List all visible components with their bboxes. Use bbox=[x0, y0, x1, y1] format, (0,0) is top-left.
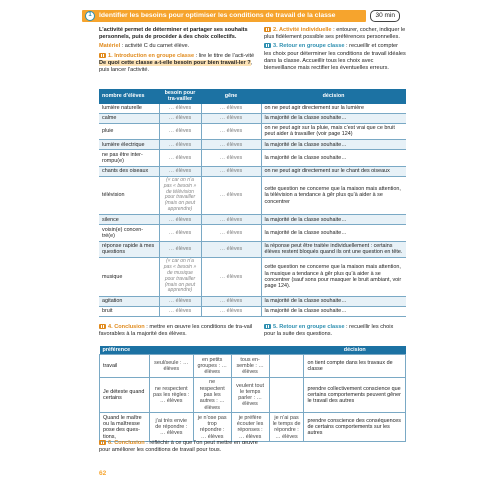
activity-number-badge: 1 bbox=[85, 11, 95, 21]
decision-cell: la majorité de la classe souhaite… bbox=[261, 150, 406, 166]
row-label: agitation bbox=[99, 296, 159, 306]
votes-table-header bbox=[99, 89, 406, 104]
decision-cell: la majorité de la classe souhaite… bbox=[261, 306, 406, 316]
row-label: chants des oiseaux bbox=[99, 166, 159, 176]
document-icon bbox=[264, 27, 271, 32]
table-row bbox=[99, 150, 406, 166]
table-row bbox=[100, 413, 406, 442]
step4-text: : mettre en œuvre les conditions de tra-vail favorables à la majorité des élèves. bbox=[99, 324, 253, 338]
activity-header bbox=[82, 9, 400, 23]
gene-cell: … élèves bbox=[201, 296, 261, 306]
step4-block bbox=[99, 324, 259, 340]
table-row bbox=[100, 355, 406, 378]
step5-label: 5. Retour en groupe classe bbox=[273, 324, 345, 330]
choice-cell: seul/seule : … élèves bbox=[149, 355, 193, 378]
step5-paragraph bbox=[264, 324, 406, 338]
besoin-cell: … élèves bbox=[159, 215, 201, 225]
step4-label: 4. Conclusion bbox=[108, 324, 145, 330]
table-row bbox=[99, 176, 406, 215]
besoin-cell: … élèves bbox=[159, 241, 201, 257]
step6-paragraph bbox=[99, 440, 259, 454]
besoin-cell: … élèves bbox=[159, 104, 201, 114]
row-label: musique bbox=[99, 258, 159, 297]
row-label: lumière électrique bbox=[99, 140, 159, 150]
step1-end: , puis lancer l’activité. bbox=[99, 59, 253, 74]
besoin-cell: (« car on n’a pas « besoin » de télévision pour travailler (mais on peut apprendre) bbox=[159, 176, 201, 215]
table-row bbox=[99, 215, 406, 225]
step3-text: : recueillir et compter les choix pour déterminer les conditions de travail idéales dans la classe. Accueillir tous les choix avec bienveillance mais rectifier les éventuelles erreurs. bbox=[264, 43, 406, 72]
choice-cell: je n’ai pas le temps de répondre : … élèves bbox=[269, 413, 304, 442]
gene-cell: … élèves bbox=[201, 150, 261, 166]
choice-cell: je préfère écouter les réponses : … élèves bbox=[231, 413, 269, 442]
decision-cell: on tient compte dans les travaux de classe bbox=[304, 355, 406, 378]
intro-text: L’activité permet de déterminer et partager ses souhaits personnels, puis de procéder à des choix collectifs. bbox=[99, 27, 248, 41]
decision-cell: on ne peut agir directement sur le chant des oiseaux bbox=[261, 166, 406, 176]
table-row bbox=[99, 140, 406, 150]
col-header-decision: décision bbox=[304, 346, 406, 355]
decision-cell: la majorité de la classe souhaite… bbox=[261, 113, 406, 123]
choice-cell: j’ai très envie de répondre : … élèves bbox=[149, 413, 193, 442]
step6-block bbox=[99, 440, 259, 456]
decision-cell: la réponse peut être traitée individuellement : certains élèves restent bloqués quand ils ont une question en tête. bbox=[261, 241, 406, 257]
step1-paragraph bbox=[99, 53, 259, 75]
row-label: ne pas être inter-rompu(e) bbox=[99, 150, 159, 166]
material-label: Matériel bbox=[99, 43, 121, 50]
besoin-cell: … élèves bbox=[159, 113, 201, 123]
gene-cell: … élèves bbox=[201, 166, 261, 176]
material-paragraph bbox=[99, 43, 259, 50]
choice-cell: ne respectent pas les règles : … élèves bbox=[149, 377, 193, 412]
material-text: : activité C du carnet élève. bbox=[120, 43, 190, 50]
gene-cell: … élèves bbox=[201, 215, 261, 225]
step6-label: 6. Conclusion bbox=[108, 440, 145, 446]
step3-label: 3. Retour en groupe classe bbox=[273, 43, 345, 50]
step1-label: 1. Introduction en groupe classe bbox=[108, 52, 195, 59]
decision-cell: la majorité de la classe souhaite… bbox=[261, 140, 406, 150]
table-row bbox=[99, 104, 406, 114]
table-row bbox=[100, 377, 406, 412]
choice-cell: tous en-semble : … élèves bbox=[231, 355, 269, 378]
table-row bbox=[99, 225, 406, 241]
gene-cell: … élèves bbox=[201, 306, 261, 316]
document-icon bbox=[264, 43, 271, 48]
preferences-table-header bbox=[100, 346, 406, 355]
choice-cell bbox=[269, 377, 304, 412]
besoin-cell: … élèves bbox=[159, 140, 201, 150]
step2-paragraph bbox=[264, 27, 406, 41]
votes-table bbox=[99, 89, 406, 317]
table-row bbox=[99, 241, 406, 257]
activity-title: Identifier les besoins pour optimiser les conditions de travail de la classe bbox=[99, 11, 336, 19]
row-label: Je déteste quand certains bbox=[100, 377, 150, 412]
step2-label: 2. Activité individuelle bbox=[273, 27, 332, 33]
besoin-cell: … élèves bbox=[159, 225, 201, 241]
step5-block bbox=[264, 324, 406, 340]
besoin-cell: … élèves bbox=[159, 123, 201, 139]
row-label: travail bbox=[100, 355, 150, 378]
table-row bbox=[99, 306, 406, 316]
choice-cell: ne respectent pas les autres : … élèves bbox=[193, 377, 231, 412]
choice-cell: je n’ose pas trop répondre : … élèves bbox=[193, 413, 231, 442]
table-row bbox=[99, 123, 406, 139]
decision-cell: la majorité de la classe souhaite… bbox=[261, 215, 406, 225]
row-label: Quand le maître ou la maîtresse pose des ques-tions, bbox=[100, 413, 150, 442]
decision-cell: on ne peut agir directement sur la lumière bbox=[261, 104, 406, 114]
besoin-cell: … élèves bbox=[159, 296, 201, 306]
gene-cell: … élèves bbox=[201, 258, 261, 297]
document-icon bbox=[99, 324, 106, 329]
left-column bbox=[99, 27, 259, 76]
col-header-gene: gêne bbox=[201, 89, 261, 104]
row-label: pluie bbox=[99, 123, 159, 139]
decision-cell: prendre conscience des conséquences de certains comportements sur les autres bbox=[304, 413, 406, 442]
table-row bbox=[99, 113, 406, 123]
gene-cell: … élèves bbox=[201, 113, 261, 123]
gene-cell: … élèves bbox=[201, 104, 261, 114]
choice-cell bbox=[269, 355, 304, 378]
col-header-besoin: besoin pour tra-vailler bbox=[159, 89, 201, 104]
decision-cell: la majorité de la classe souhaite… bbox=[261, 225, 406, 241]
right-column bbox=[264, 27, 406, 74]
besoin-cell: … élèves bbox=[159, 150, 201, 166]
preferences-table bbox=[99, 346, 406, 442]
row-label: silence bbox=[99, 215, 159, 225]
decision-cell: la majorité de la classe souhaite… bbox=[261, 296, 406, 306]
decision-cell: cette question ne concerne que la maison mais attention, la télévision a tendance à gêr plus qu’à aider à se concentrer bbox=[261, 176, 406, 215]
step4-paragraph bbox=[99, 324, 259, 338]
row-label: voisin(e) concen-tré(e) bbox=[99, 225, 159, 241]
duration-badge: 30 min bbox=[370, 10, 400, 22]
step6-text: : réfléchir à ce que l’on peut mettre en œuvre pour améliorer les conditions de travail pour tous. bbox=[99, 440, 258, 454]
page-number: 62 bbox=[99, 470, 107, 477]
header-bar bbox=[82, 10, 366, 22]
gene-cell: … élèves bbox=[201, 123, 261, 139]
gene-cell: … élèves bbox=[201, 241, 261, 257]
row-label: télévision bbox=[99, 176, 159, 215]
gene-cell: … élèves bbox=[201, 225, 261, 241]
document-icon bbox=[99, 440, 106, 445]
document-icon bbox=[99, 53, 106, 58]
row-label: réponse rapide à mes questions bbox=[99, 241, 159, 257]
besoin-cell: (« car on n’a pas « besoin » de musique pour travailler (mais on peut apprendre) bbox=[159, 258, 201, 297]
besoin-cell: … élèves bbox=[159, 166, 201, 176]
row-label: calme bbox=[99, 113, 159, 123]
step2-text: : entourer, cocher, indiquer le plus fidèlement possible ses préférences personnelles. bbox=[264, 27, 406, 41]
table-row bbox=[99, 258, 406, 297]
choice-cell: en petits groupes : … élèves bbox=[193, 355, 231, 378]
col-header-nombre: nombre d’élèves bbox=[99, 89, 159, 104]
col-header-preference: préférence bbox=[100, 346, 304, 355]
besoin-cell: … élèves bbox=[159, 306, 201, 316]
decision-cell: prendre collectivement conscience que certains comportements peuvent gêner le travail des autres bbox=[304, 377, 406, 412]
step5-text: : recueillir les choix pour la suite des questions. bbox=[264, 324, 394, 338]
decision-cell: cette question ne concerne que la maison mais attention, la musique a tendance à gêr plus qu’à aider à se concentrer (sauf sons pour masquer le bruit ambiant, voir page 124). bbox=[261, 258, 406, 297]
document-icon bbox=[264, 324, 271, 329]
gene-cell: … élèves bbox=[201, 176, 261, 215]
row-label: bruit bbox=[99, 306, 159, 316]
table-row bbox=[99, 296, 406, 306]
decision-cell: on ne peut agir sur la pluie, mais c’est vrai que ce bruit peut aider à travailler (voir page 124) bbox=[261, 123, 406, 139]
step1-quote: De quoi cette classe a-t-elle besoin pour bien travail-ler ? bbox=[99, 59, 251, 66]
step3-paragraph bbox=[264, 43, 406, 72]
gene-cell: … élèves bbox=[201, 140, 261, 150]
step1-text: : lire le titre de l’acti-vité bbox=[194, 52, 255, 59]
table-row bbox=[99, 166, 406, 176]
choice-cell: veulent tout le temps parler : … élèves bbox=[231, 377, 269, 412]
row-label: lumière naturelle bbox=[99, 104, 159, 114]
col-header-decision: décision bbox=[261, 89, 406, 104]
